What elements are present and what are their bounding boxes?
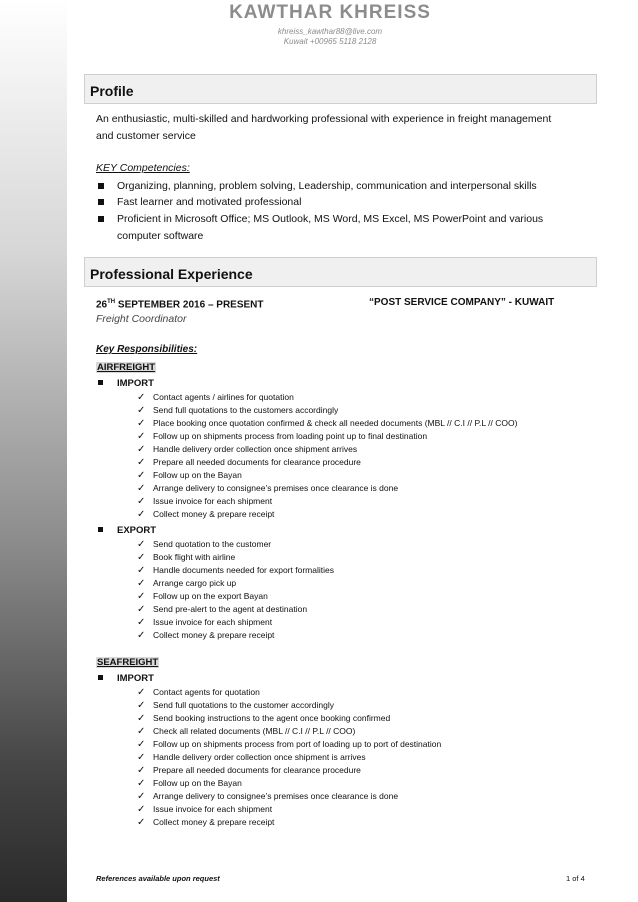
airfreight-export-label: EXPORT (98, 524, 156, 537)
checklist-item: ✓ Arrange delivery to consignee’s premises once clearance is done (137, 790, 441, 803)
checklist-item: ✓ Send booking instructions to the agent once booking confirmed (137, 712, 441, 725)
profile-summary-line2: and customer service (96, 130, 196, 142)
contact-location-phone: Kuwait +00965 5118 2128 (283, 37, 377, 46)
checklist-item: ✓ Handle documents needed for export formalities (137, 564, 334, 577)
checklist-item: ✓ Send full quotations to the customer accordingly (137, 699, 441, 712)
checklist-item: ✓ Handle delivery order collection once shipment is arrives (137, 751, 441, 764)
bullet-icon (98, 216, 104, 222)
footer-note: References available upon request (96, 874, 220, 883)
job-role: Freight Coordinator (96, 313, 187, 325)
competency-item-continuation: computer software (117, 230, 204, 242)
checklist-item: ✓ Collect money & prepare receipt (137, 508, 517, 521)
checklist-item: ✓ Handle delivery order collection once shipment arrives (137, 443, 517, 456)
contact-email: khreiss_kawthar88@live.com (277, 27, 383, 36)
checklist-item: ✓ Issue invoice for each shipment (137, 803, 441, 816)
checklist-item: ✓ Arrange delivery to consignee’s premises once clearance is done (137, 482, 517, 495)
bullet-icon (98, 183, 104, 189)
checklist-item: ✓ Arrange cargo pick up (137, 577, 334, 590)
bullet-icon (98, 199, 104, 205)
checklist-item: ✓ Follow up on the Bayan (137, 469, 517, 482)
checklist-item: ✓ Collect money & prepare receipt (137, 816, 441, 829)
experience-heading: Professional Experience (84, 257, 597, 287)
checklist-item: ✓ Prepare all needed documents for clearance procedure (137, 764, 441, 777)
checklist-item: ✓ Issue invoice for each shipment (137, 616, 334, 629)
checklist-item: ✓ Contact agents for quotation (137, 686, 441, 699)
profile-summary-line1: An enthusiastic, multi-skilled and hardworking professional with experience in freight management (96, 113, 552, 125)
seafreight-title: SEAFREIGHT (97, 657, 159, 668)
checklist-item: ✓ Follow up on the Bayan (137, 777, 441, 790)
checklist-item: ✓ Issue invoice for each shipment (137, 495, 517, 508)
decorative-sidebar (0, 0, 67, 902)
checklist-item: ✓ Follow up on the export Bayan (137, 590, 334, 603)
job-dates: 26TH SEPTEMBER 2016 – PRESENT (96, 299, 264, 311)
seafreight-import-label: IMPORT (98, 672, 154, 685)
airfreight-export-list (137, 538, 334, 642)
checklist-item: ✓ Follow up on shipments process from port of loading up to port of destination (137, 738, 441, 751)
airfreight-import-label: IMPORT (98, 377, 154, 390)
checklist-item: ✓ Send full quotations to the customers accordingly (137, 404, 517, 417)
competencies-title: KEY Competencies: (96, 162, 190, 174)
airfreight-title: AIRFREIGHT (97, 362, 156, 373)
checklist-item: ✓ Send pre-alert to the agent at destination (137, 603, 334, 616)
checklist-item: ✓ Send quotation to the customer (137, 538, 334, 551)
checklist-item: ✓ Collect money & prepare receipt (137, 629, 334, 642)
checklist-item: ✓ Check all related documents (MBL // C.I // P.L // COO) (137, 725, 441, 738)
checklist-item: ✓ Contact agents / airlines for quotation (137, 391, 517, 404)
seafreight-import-list (137, 686, 441, 829)
checklist-item: ✓ Follow up on shipments process from loading point up to final destination (137, 430, 517, 443)
candidate-name: KAWTHAR KHREISS (229, 2, 431, 23)
checklist-item: ✓ Place booking once quotation confirmed & check all needed documents (MBL // C.I // P.L // COO) (137, 417, 517, 430)
page-number: 1 of 4 (566, 874, 585, 883)
checklist-item: ✓ Book flight with airline (137, 551, 334, 564)
job-company: “POST SERVICE COMPANY” - KUWAIT (369, 297, 555, 308)
checklist-item: ✓ Prepare all needed documents for clearance procedure (137, 456, 517, 469)
responsibilities-title: Key Responsibilities: (96, 344, 198, 355)
profile-heading: Profile (84, 74, 597, 104)
airfreight-import-list (137, 391, 517, 521)
